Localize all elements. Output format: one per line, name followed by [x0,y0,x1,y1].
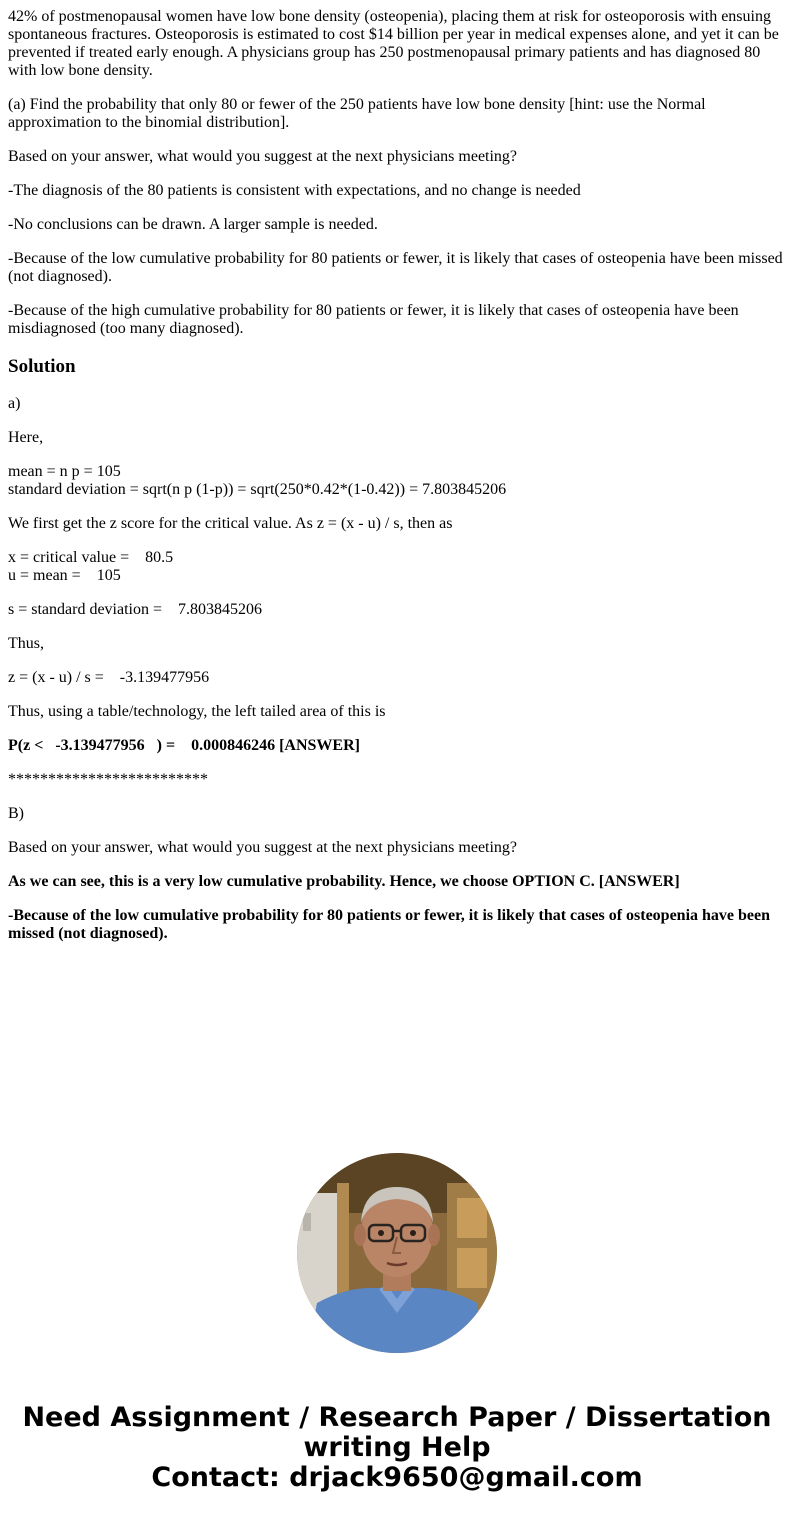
option-c: -Because of the low cumulative probability for 80 patients or fewer, it is likely that cases of osteopenia have been missed (not diagnosed). [8,250,783,285]
z-intro: We first get the z score for the critical value. As z = (x - u) / s, then as [8,515,453,532]
banner-line-2: writing Help [303,1432,491,1463]
u-line: u = mean = 105 [8,567,121,584]
answer-b: As we can see, this is a very low cumulative probability. Hence, we choose OPTION C. [ANSWER] [8,873,680,890]
option-d: -Because of the high cumulative probability for 80 patients or fewer, it is likely that cases of osteopenia have been misdiagnosed (too many diagnosed). [8,302,739,337]
question-prompt: Based on your answer, what would you suggest at the next physicians meeting? [8,148,518,165]
part-a-label: a) [8,395,21,412]
part-b-prompt: Based on your answer, what would you suggest at the next physicians meeting? [8,839,518,856]
s-line: s = standard deviation = 7.803845206 [8,601,263,618]
solution-heading: Solution [8,356,76,377]
author-portrait-image [297,1153,497,1353]
area-line: Thus, using a table/technology, the left tailed area of this is [8,703,386,720]
option-b: -No conclusions can be drawn. A larger sample is needed. [8,216,378,233]
answer-b-option: -Because of the low cumulative probability for 80 patients or fewer, it is likely that cases of osteopenia have been missed (not diagnosed). [8,907,771,942]
sd-line: standard deviation = sqrt(n p (1-p)) = sqrt(250*0.42*(1-0.42)) = 7.803845206 [8,481,507,498]
mean-line: mean = n p = 105 [8,463,121,480]
separator: ************************* [8,771,208,788]
question-intro: 42% of postmenopausal women have low bone density (osteopenia), placing them at risk for osteoporosis with ensuing spontaneous fractures. Osteoporosis is estimated to cost $14 billion per year in medical expenses alone, and yet it can be prevented if treated early enough. A physicians group has 250 postmenopausal primary patients and has diagnosed 80 with low bone density. [8,8,779,79]
part-b-label: B) [8,805,24,822]
answer-a: P(z < -3.139477956 ) = 0.000846246 [ANSWER] [8,737,360,754]
document-body [8,8,786,959]
banner-line-1: Need Assignment / Research Paper / Dissertation [22,1402,772,1433]
banner-contact-line: Contact: drjack9650@gmail.com [151,1462,643,1493]
option-a: -The diagnosis of the 80 patients is consistent with expectations, and no change is needed [8,182,581,199]
question-part-a: (a) Find the probability that only 80 or fewer of the 250 patients have low bone density [hint: use the Normal approximation to the binomial distribution]. [8,96,706,131]
here-text: Here, [8,429,44,446]
x-line: x = critical value = 80.5 [8,549,174,566]
contact-banner [0,1403,794,1493]
z-line: z = (x - u) / s = -3.139477956 [8,669,210,686]
thus-text: Thus, [8,635,44,652]
author-avatar [297,1153,497,1353]
